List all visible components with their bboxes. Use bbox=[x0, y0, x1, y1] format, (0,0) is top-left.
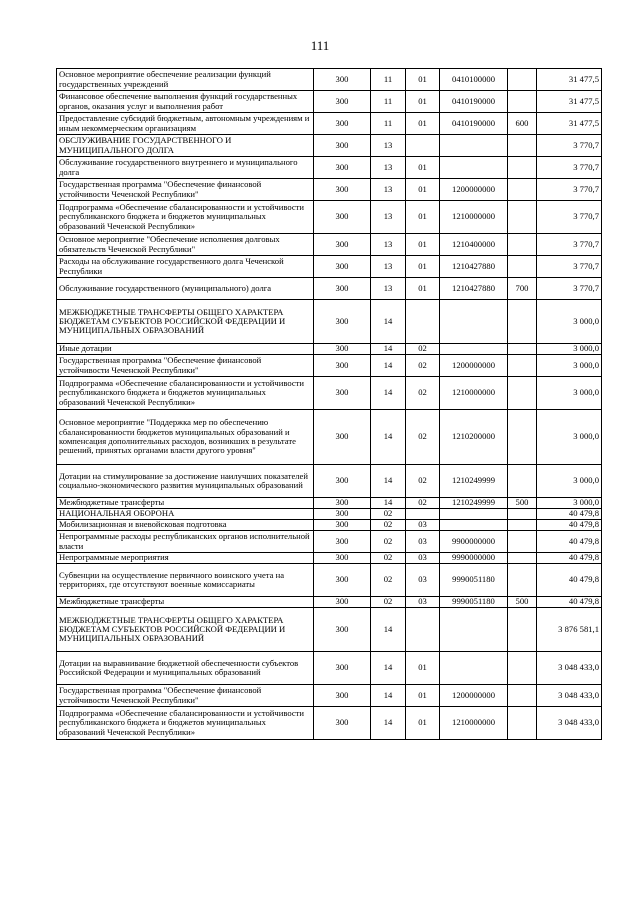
cell-code-2: 11 bbox=[371, 91, 406, 113]
cell-name: МЕЖБЮДЖЕТНЫЕ ТРАНСФЕРТЫ ОБЩЕГО ХАРАКТЕРА БЮДЖЕТАМ СУБЪЕКТОВ РОССИЙСКОЙ ФЕДЕРАЦИИ И МУНИЦИПАЛЬНЫХ ОБРАЗОВАНИЙ bbox=[57, 300, 314, 344]
cell-code-1: 300 bbox=[314, 685, 371, 707]
table-row bbox=[57, 157, 602, 179]
cell-code-1: 300 bbox=[314, 531, 371, 553]
cell-code-4: 9900000000 bbox=[440, 531, 508, 553]
cell-code-4 bbox=[440, 652, 508, 685]
cell-code-2: 11 bbox=[371, 113, 406, 135]
cell-code-5 bbox=[508, 157, 537, 179]
cell-code-1: 300 bbox=[314, 69, 371, 91]
table-row bbox=[57, 344, 602, 355]
cell-amount: 3 000,0 bbox=[537, 410, 602, 465]
cell-amount: 3 770,7 bbox=[537, 135, 602, 157]
cell-code-5 bbox=[508, 465, 537, 498]
cell-code-2: 13 bbox=[371, 278, 406, 300]
cell-code-2: 14 bbox=[371, 300, 406, 344]
cell-code-3 bbox=[406, 509, 440, 520]
cell-code-3: 02 bbox=[406, 465, 440, 498]
table-row bbox=[57, 234, 602, 256]
cell-name: НАЦИОНАЛЬНАЯ ОБОРОНА bbox=[57, 509, 314, 520]
cell-code-4: 9990051180 bbox=[440, 597, 508, 608]
cell-code-4: 0410190000 bbox=[440, 113, 508, 135]
cell-name: Финансовое обеспечение выполнения функций государственных органов, оказания услуг и выполнения работ bbox=[57, 91, 314, 113]
table-row bbox=[57, 498, 602, 509]
cell-amount: 3 770,7 bbox=[537, 256, 602, 278]
cell-code-1: 300 bbox=[314, 564, 371, 597]
cell-amount: 3 048 433,0 bbox=[537, 652, 602, 685]
cell-code-5: 500 bbox=[508, 498, 537, 509]
cell-code-5: 700 bbox=[508, 278, 537, 300]
cell-code-1: 300 bbox=[314, 179, 371, 201]
table-row bbox=[57, 300, 602, 344]
cell-name: Подпрограмма «Обеспечение сбалансированности и устойчивости республиканского бюджета и бюджетов муниципальных образований Чеченской Республики» bbox=[57, 377, 314, 410]
cell-code-2: 14 bbox=[371, 355, 406, 377]
cell-code-4: 1210427880 bbox=[440, 256, 508, 278]
cell-code-3: 01 bbox=[406, 278, 440, 300]
cell-code-5: 600 bbox=[508, 113, 537, 135]
cell-code-4 bbox=[440, 344, 508, 355]
cell-code-5 bbox=[508, 377, 537, 410]
cell-code-2: 14 bbox=[371, 498, 406, 509]
cell-code-3: 01 bbox=[406, 201, 440, 234]
cell-code-3: 02 bbox=[406, 377, 440, 410]
cell-code-2: 13 bbox=[371, 135, 406, 157]
table-row bbox=[57, 652, 602, 685]
cell-code-3: 03 bbox=[406, 597, 440, 608]
table-row bbox=[57, 69, 602, 91]
table-row bbox=[57, 685, 602, 707]
cell-code-5 bbox=[508, 355, 537, 377]
table-row bbox=[57, 608, 602, 652]
cell-code-1: 300 bbox=[314, 597, 371, 608]
cell-code-5 bbox=[508, 135, 537, 157]
table-row bbox=[57, 256, 602, 278]
cell-code-2: 13 bbox=[371, 256, 406, 278]
cell-name: Обслуживание государственного (муниципального) долга bbox=[57, 278, 314, 300]
cell-name: Мобилизационная и вневойсковая подготовка bbox=[57, 520, 314, 531]
cell-code-4 bbox=[440, 157, 508, 179]
cell-name: Обслуживание государственного внутреннего и муниципального долга bbox=[57, 157, 314, 179]
cell-amount: 40 479,8 bbox=[537, 564, 602, 597]
cell-amount: 3 048 433,0 bbox=[537, 707, 602, 740]
cell-code-3 bbox=[406, 135, 440, 157]
cell-code-1: 300 bbox=[314, 300, 371, 344]
table-row bbox=[57, 465, 602, 498]
cell-amount: 40 479,8 bbox=[537, 531, 602, 553]
cell-code-2: 14 bbox=[371, 608, 406, 652]
cell-code-4: 0410100000 bbox=[440, 69, 508, 91]
cell-code-2: 13 bbox=[371, 201, 406, 234]
cell-amount: 40 479,8 bbox=[537, 520, 602, 531]
table-row bbox=[57, 355, 602, 377]
cell-name: Основное мероприятие обеспечение реализации функций государственных учреждений bbox=[57, 69, 314, 91]
cell-code-1: 300 bbox=[314, 355, 371, 377]
cell-code-5 bbox=[508, 685, 537, 707]
cell-name: Основное мероприятие "Обеспечение исполнения долговых обязательств Чеченской Республики" bbox=[57, 234, 314, 256]
cell-amount: 3 000,0 bbox=[537, 465, 602, 498]
cell-code-3: 01 bbox=[406, 113, 440, 135]
cell-amount: 3 770,7 bbox=[537, 179, 602, 201]
cell-code-3: 01 bbox=[406, 256, 440, 278]
cell-code-2: 14 bbox=[371, 410, 406, 465]
table-row bbox=[57, 707, 602, 740]
cell-name: Государственная программа "Обеспечение финансовой устойчивости Чеченской Республики" bbox=[57, 179, 314, 201]
cell-code-1: 300 bbox=[314, 707, 371, 740]
table-row bbox=[57, 179, 602, 201]
cell-code-4: 1200000000 bbox=[440, 355, 508, 377]
page-number: 111 bbox=[310, 38, 330, 53]
cell-code-4: 1200000000 bbox=[440, 685, 508, 707]
cell-code-4 bbox=[440, 300, 508, 344]
cell-code-5 bbox=[508, 520, 537, 531]
cell-name: Подпрограмма «Обеспечение сбалансированности и устойчивости республиканского бюджета и бюджетов муниципальных образований Чеченской Республики» bbox=[57, 201, 314, 234]
cell-code-5 bbox=[508, 509, 537, 520]
cell-code-1: 300 bbox=[314, 278, 371, 300]
cell-name: МЕЖБЮДЖЕТНЫЕ ТРАНСФЕРТЫ ОБЩЕГО ХАРАКТЕРА БЮДЖЕТАМ СУБЪЕКТОВ РОССИЙСКОЙ ФЕДЕРАЦИИ И МУНИЦИПАЛЬНЫХ ОБРАЗОВАНИЙ bbox=[57, 608, 314, 652]
table-row bbox=[57, 564, 602, 597]
cell-amount: 40 479,8 bbox=[537, 509, 602, 520]
cell-code-2: 11 bbox=[371, 69, 406, 91]
table-row bbox=[57, 201, 602, 234]
cell-name: Непрограммные расходы республиканских органов исполнительной власти bbox=[57, 531, 314, 553]
cell-code-5 bbox=[508, 179, 537, 201]
cell-code-5 bbox=[508, 410, 537, 465]
cell-code-1: 300 bbox=[314, 201, 371, 234]
cell-code-5 bbox=[508, 608, 537, 652]
cell-amount: 3 770,7 bbox=[537, 157, 602, 179]
cell-code-5 bbox=[508, 652, 537, 685]
cell-code-4: 1210200000 bbox=[440, 410, 508, 465]
cell-code-5: 500 bbox=[508, 597, 537, 608]
cell-amount: 3 770,7 bbox=[537, 201, 602, 234]
table-row bbox=[57, 531, 602, 553]
cell-code-1: 300 bbox=[314, 465, 371, 498]
cell-name: Подпрограмма «Обеспечение сбалансированности и устойчивости республиканского бюджета и бюджетов муниципальных образований Чеченской Республики» bbox=[57, 707, 314, 740]
cell-code-2: 02 bbox=[371, 597, 406, 608]
cell-code-1: 300 bbox=[314, 113, 371, 135]
cell-code-4: 1210249999 bbox=[440, 498, 508, 509]
cell-code-4: 1200000000 bbox=[440, 179, 508, 201]
cell-amount: 31 477,5 bbox=[537, 113, 602, 135]
cell-code-4: 0410190000 bbox=[440, 91, 508, 113]
cell-code-3: 03 bbox=[406, 531, 440, 553]
cell-code-2: 02 bbox=[371, 553, 406, 564]
cell-code-5 bbox=[508, 234, 537, 256]
cell-code-3: 02 bbox=[406, 498, 440, 509]
cell-amount: 3 000,0 bbox=[537, 344, 602, 355]
cell-code-3 bbox=[406, 300, 440, 344]
cell-code-1: 300 bbox=[314, 377, 371, 410]
cell-code-2: 14 bbox=[371, 377, 406, 410]
cell-code-4 bbox=[440, 520, 508, 531]
cell-name: Предоставление субсидий бюджетным, автономным учреждениям и иным некоммерческим организациям bbox=[57, 113, 314, 135]
cell-code-2: 14 bbox=[371, 344, 406, 355]
cell-code-5 bbox=[508, 531, 537, 553]
cell-name: Дотации на выравнивание бюджетной обеспеченности субъектов Российской Федерации и муниципальных образований bbox=[57, 652, 314, 685]
cell-name: Межбюджетные трансферты bbox=[57, 498, 314, 509]
cell-amount: 3 000,0 bbox=[537, 498, 602, 509]
cell-code-5 bbox=[508, 553, 537, 564]
cell-code-3: 03 bbox=[406, 520, 440, 531]
table-row bbox=[57, 91, 602, 113]
cell-amount: 3 770,7 bbox=[537, 234, 602, 256]
table-row bbox=[57, 509, 602, 520]
table-row bbox=[57, 520, 602, 531]
cell-code-2: 13 bbox=[371, 157, 406, 179]
cell-amount: 31 477,5 bbox=[537, 69, 602, 91]
cell-code-1: 300 bbox=[314, 344, 371, 355]
cell-code-4: 1210000000 bbox=[440, 707, 508, 740]
cell-code-4: 1210400000 bbox=[440, 234, 508, 256]
budget-table-body bbox=[57, 69, 602, 740]
cell-amount: 40 479,8 bbox=[537, 553, 602, 564]
cell-code-2: 13 bbox=[371, 234, 406, 256]
cell-code-5 bbox=[508, 300, 537, 344]
cell-code-1: 300 bbox=[314, 256, 371, 278]
cell-code-5 bbox=[508, 344, 537, 355]
table-row bbox=[57, 377, 602, 410]
cell-code-1: 300 bbox=[314, 652, 371, 685]
cell-code-2: 02 bbox=[371, 509, 406, 520]
cell-name: Расходы на обслуживание государственного долга Чеченской Республики bbox=[57, 256, 314, 278]
table-row bbox=[57, 553, 602, 564]
cell-code-5 bbox=[508, 256, 537, 278]
cell-code-1: 300 bbox=[314, 135, 371, 157]
cell-code-3: 03 bbox=[406, 564, 440, 597]
cell-code-1: 300 bbox=[314, 91, 371, 113]
cell-code-3: 01 bbox=[406, 91, 440, 113]
cell-code-1: 300 bbox=[314, 509, 371, 520]
cell-amount: 40 479,8 bbox=[537, 597, 602, 608]
cell-code-2: 14 bbox=[371, 707, 406, 740]
cell-code-3: 01 bbox=[406, 652, 440, 685]
cell-name: Государственная программа "Обеспечение финансовой устойчивости Чеченской Республики" bbox=[57, 355, 314, 377]
cell-code-1: 300 bbox=[314, 234, 371, 256]
budget-table bbox=[56, 68, 602, 740]
cell-code-5 bbox=[508, 201, 537, 234]
cell-code-1: 300 bbox=[314, 157, 371, 179]
cell-code-1: 300 bbox=[314, 608, 371, 652]
table-row bbox=[57, 597, 602, 608]
cell-code-2: 14 bbox=[371, 652, 406, 685]
table-row bbox=[57, 410, 602, 465]
cell-amount: 3 000,0 bbox=[537, 377, 602, 410]
table-row bbox=[57, 278, 602, 300]
cell-code-4: 9990000000 bbox=[440, 553, 508, 564]
cell-code-2: 02 bbox=[371, 564, 406, 597]
cell-code-3 bbox=[406, 608, 440, 652]
cell-code-3: 02 bbox=[406, 355, 440, 377]
cell-name: Государственная программа "Обеспечение финансовой устойчивости Чеченской Республики" bbox=[57, 685, 314, 707]
cell-code-5 bbox=[508, 91, 537, 113]
cell-code-4: 1210427880 bbox=[440, 278, 508, 300]
cell-code-3: 01 bbox=[406, 707, 440, 740]
cell-name: ОБСЛУЖИВАНИЕ ГОСУДАРСТВЕННОГО И МУНИЦИПАЛЬНОГО ДОЛГА bbox=[57, 135, 314, 157]
table-row bbox=[57, 113, 602, 135]
table-row bbox=[57, 135, 602, 157]
cell-code-2: 02 bbox=[371, 520, 406, 531]
cell-amount: 3 876 581,1 bbox=[537, 608, 602, 652]
cell-name: Иные дотации bbox=[57, 344, 314, 355]
cell-amount: 3 000,0 bbox=[537, 300, 602, 344]
cell-code-1: 300 bbox=[314, 553, 371, 564]
cell-code-4: 9990051180 bbox=[440, 564, 508, 597]
cell-name: Субвенции на осуществление первичного воинского учета на территориях, где отсутствуют военные комиссариаты bbox=[57, 564, 314, 597]
cell-name: Непрограммные мероприятия bbox=[57, 553, 314, 564]
cell-name: Дотации на стимулирование за достижение наилучших показателей социально-экономического развития муниципальных образований bbox=[57, 465, 314, 498]
cell-amount: 3 000,0 bbox=[537, 355, 602, 377]
cell-code-2: 02 bbox=[371, 531, 406, 553]
cell-code-3: 01 bbox=[406, 234, 440, 256]
cell-code-5 bbox=[508, 707, 537, 740]
cell-code-3: 01 bbox=[406, 69, 440, 91]
cell-code-3: 01 bbox=[406, 179, 440, 201]
cell-code-3: 03 bbox=[406, 553, 440, 564]
cell-code-1: 300 bbox=[314, 410, 371, 465]
cell-amount: 3 770,7 bbox=[537, 278, 602, 300]
cell-code-5 bbox=[508, 69, 537, 91]
cell-code-4 bbox=[440, 608, 508, 652]
cell-code-4: 1210000000 bbox=[440, 201, 508, 234]
cell-amount: 3 048 433,0 bbox=[537, 685, 602, 707]
cell-code-5 bbox=[508, 564, 537, 597]
cell-code-4: 1210249999 bbox=[440, 465, 508, 498]
cell-name: Основное мероприятие "Поддержка мер по обеспечению сбалансированности бюджетов муниципальных образований и компенсация дополнительных расходов, возникших в результате решений, принятых органами власти другого уровня" bbox=[57, 410, 314, 465]
cell-code-2: 13 bbox=[371, 179, 406, 201]
cell-amount: 31 477,5 bbox=[537, 91, 602, 113]
cell-code-1: 300 bbox=[314, 498, 371, 509]
cell-code-4: 1210000000 bbox=[440, 377, 508, 410]
cell-code-3: 01 bbox=[406, 685, 440, 707]
cell-code-3: 01 bbox=[406, 157, 440, 179]
cell-code-2: 14 bbox=[371, 465, 406, 498]
cell-name: Межбюджетные трансферты bbox=[57, 597, 314, 608]
cell-code-1: 300 bbox=[314, 520, 371, 531]
cell-code-4 bbox=[440, 509, 508, 520]
cell-code-3: 02 bbox=[406, 410, 440, 465]
cell-code-3: 02 bbox=[406, 344, 440, 355]
cell-code-2: 14 bbox=[371, 685, 406, 707]
cell-code-4 bbox=[440, 135, 508, 157]
